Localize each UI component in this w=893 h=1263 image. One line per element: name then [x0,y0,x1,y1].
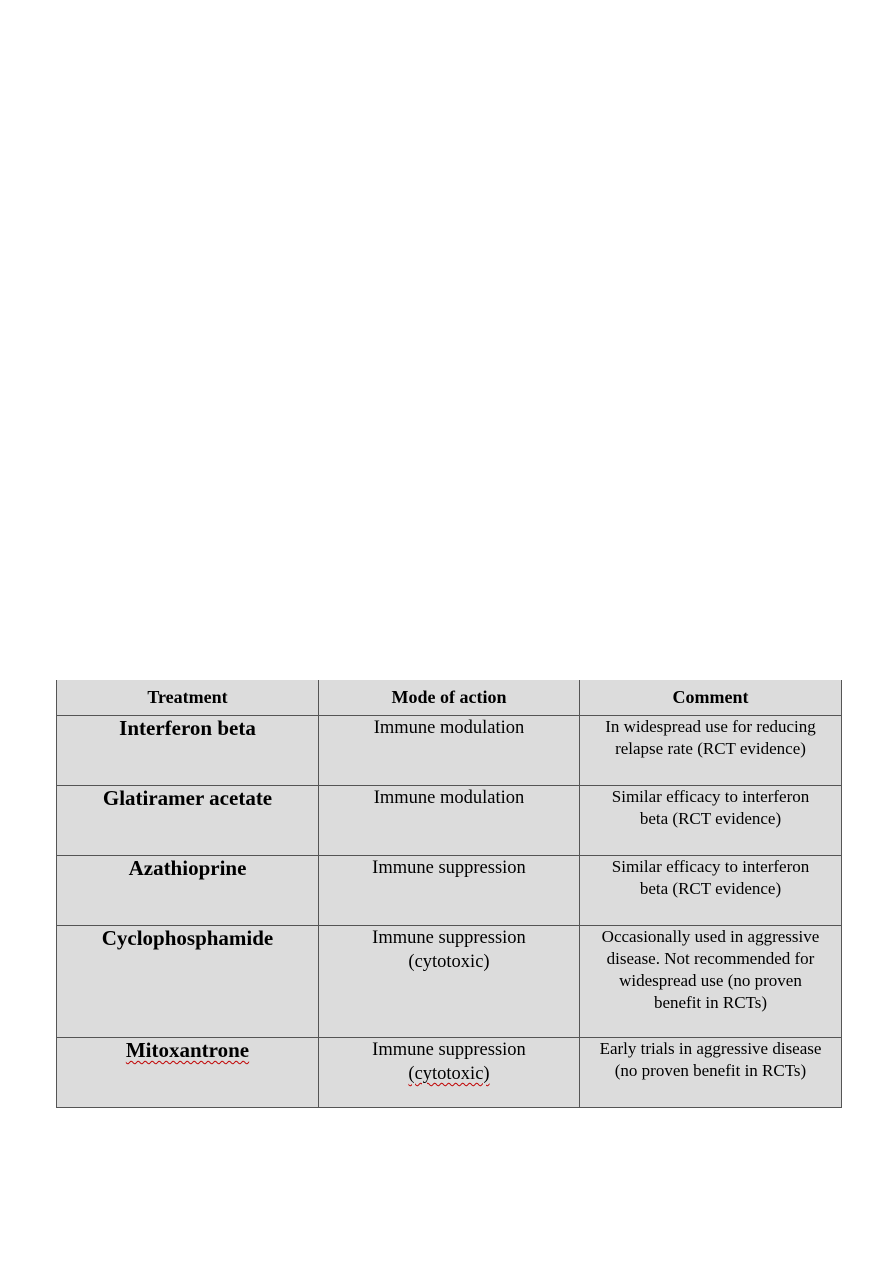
comment [580,786,842,856]
mode-of-action [319,926,580,1038]
comment [580,716,842,786]
mode-line: Immune suppression [372,928,526,948]
mode-line: Immune suppression [372,858,526,878]
table-row [57,716,842,786]
comment-line: beta (RCT evidence) [639,809,782,828]
mode-line: Immune suppression [372,1040,526,1060]
comment-line: beta (RCT evidence) [639,879,782,898]
comment [580,1038,842,1108]
header-comment: Comment [580,680,842,716]
table-row [57,856,842,926]
comment-line: Early trials in aggressive disease [599,1039,822,1058]
comment [580,926,842,1038]
comment-line: In widespread use for reducing [605,717,816,736]
table-row [57,1038,842,1108]
mode-of-action [319,856,580,926]
header-mode-of-action: Mode of action [319,680,580,716]
table-row [57,786,842,856]
comment-line: disease. Not recommended for [606,949,815,968]
mode-line: Immune modulation [373,718,525,738]
mode-of-action [319,1038,580,1108]
mode-line: (cytotoxic) [408,952,490,972]
treatments-table [56,680,842,1108]
comment-line: Similar efficacy to interferon [611,787,810,806]
mode-line: Immune modulation [373,788,525,808]
comment [580,856,842,926]
mode-line [323,1062,575,1086]
spellcheck-underlined-text: Mitoxantrone [125,1038,250,1062]
table-header-row [57,680,842,716]
mode-of-action [319,786,580,856]
comment-line: widespread use (no proven [619,971,802,990]
comment-line: Occasionally used in aggressive [601,927,820,946]
comment-line: benefit in RCTs) [653,993,768,1012]
comment-line: (no proven benefit in RCTs) [614,1061,807,1080]
mode-of-action [319,716,580,786]
comment-line: Similar efficacy to interferon [611,857,810,876]
table-row [57,926,842,1038]
treatment-name: Glatiramer acetate [57,786,319,856]
header-treatment: Treatment [57,680,319,716]
treatment-name: Cyclophosphamide [57,926,319,1038]
spellcheck-underlined-text: (cytotoxic) [408,1064,490,1084]
treatment-name [57,1038,319,1108]
treatment-name: Interferon beta [57,716,319,786]
comment-line: relapse rate (RCT evidence) [615,739,806,758]
treatment-name: Azathioprine [57,856,319,926]
